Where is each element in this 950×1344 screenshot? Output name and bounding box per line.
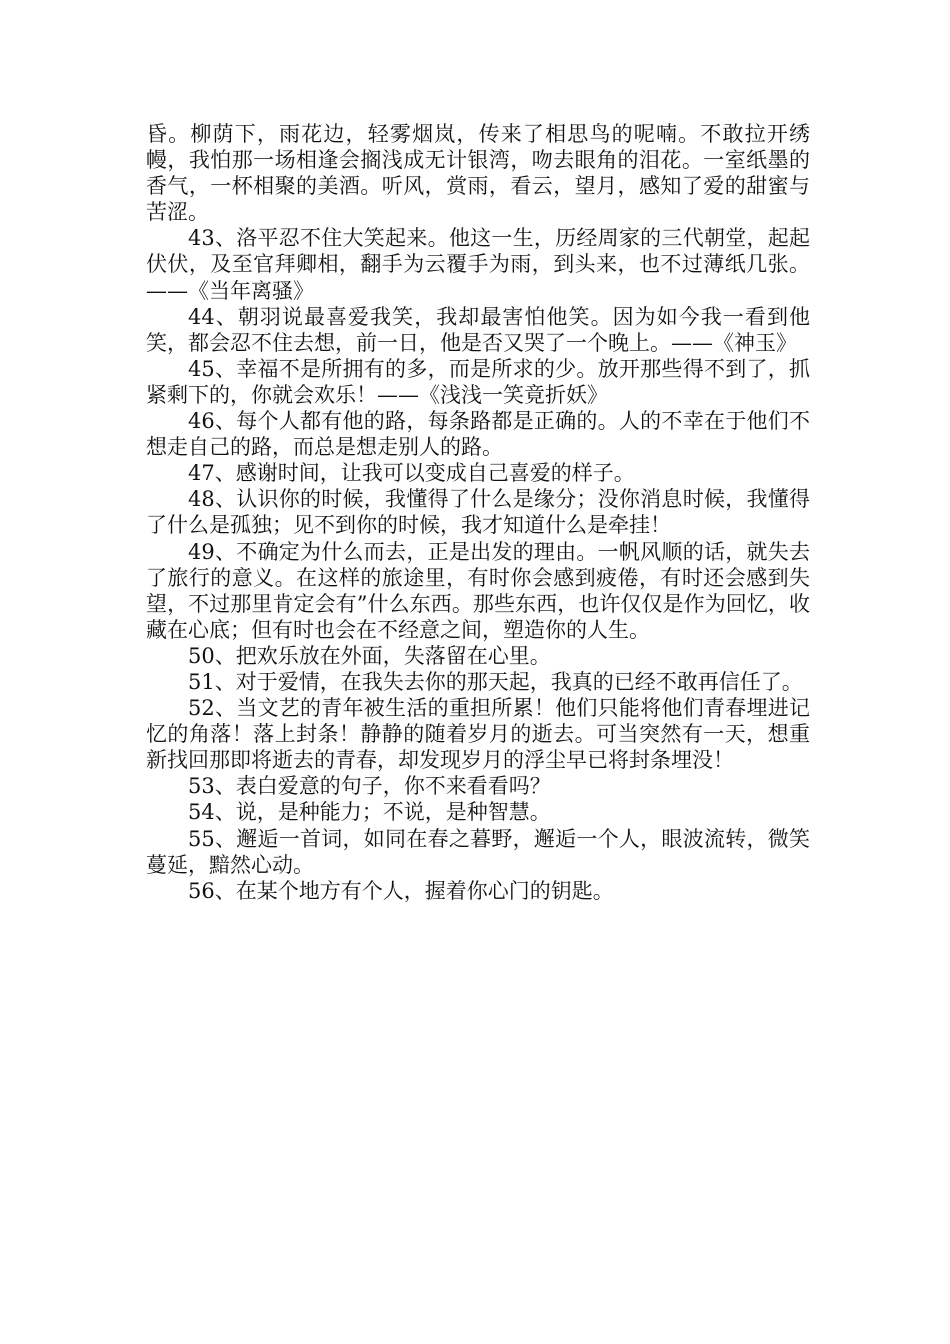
paragraph-continuation: 昏。柳荫下，雨花边，轻雾烟岚，传来了相思鸟的呢喃。不敢拉开绣幔，我怕那一场相逢会搁浅成无计银湾，吻去眼角的泪花。一室纸墨的香气，一杯相聚的美酒。听风，赏雨，看云，望月，感知了爱的甜蜜与苦涩。 — [146, 122, 810, 225]
paragraph-53: 53、表白爱意的句子，你不来看看吗？ — [188, 774, 551, 799]
paragraph-55: 55、邂逅一首词，如同在春之暮野，邂逅一个人，眼波流转，微笑蔓延，黯然心动。 — [146, 826, 810, 877]
document-body — [146, 121, 810, 904]
paragraph-50: 50、把欢乐放在外面，失落留在心里。 — [188, 643, 551, 668]
paragraph-43: 43、洛平忍不住大笑起来。他这一生，历经周家的三代朝堂，起起伏伏，及至官拜卿相，翻手为云覆手为雨，到头来，也不过薄纸几张。——《当年离骚》 — [146, 226, 810, 303]
paragraph-48: 48、认识你的时候，我懂得了什么是缘分；没你消息时候，我懂得了什么是孤独；见不到你的时候，我才知道什么是牵挂！ — [146, 487, 810, 538]
paragraph-51: 51、对于爱情，在我失去你的那天起，我真的已经不敢再信任了。 — [188, 669, 803, 694]
paragraph-52: 52、当文艺的青年被生活的重担所累！他们只能将他们青春埋进记忆的角落！落上封条！静静的随着岁月的逝去。可当突然有一天，想重新找回那即将逝去的青春，却发现岁月的浮尘早已将封条埋没！ — [146, 696, 810, 773]
paragraph-49: 49、不确定为什么而去，正是出发的理由。一帆风顺的话，就失去了旅行的意义。在这样的旅途里，有时你会感到疲倦，有时还会感到失望，不过那里肯定会有”什么东西。那些东西，也许仅仅是作为回忆，收藏在心底；但有时也会在不经意之间，塑造你的人生。 — [146, 539, 810, 642]
paragraph-44: 44、朝羽说最喜爱我笑，我却最害怕他笑。因为如今我一看到他笑，都会忍不住去想，前一日，他是否又哭了一个晚上。——《神玉》 — [146, 304, 810, 355]
paragraph-46: 46、每个人都有他的路，每条路都是正确的。人的不幸在于他们不想走自己的路，而总是想走别人的路。 — [146, 409, 810, 460]
paragraph-45: 45、幸福不是所拥有的多，而是所求的少。放开那些得不到了，抓紧剩下的，你就会欢乐！——《浅浅一笑竟折妖》 — [146, 356, 810, 407]
paragraph-47: 47、感谢时间，让我可以变成自己喜爱的样子。 — [188, 461, 635, 486]
paragraph-56: 56、在某个地方有个人，握着你心门的钥匙。 — [188, 878, 614, 903]
paragraph-54: 54、说，是种能力；不说，是种智慧。 — [188, 800, 551, 825]
